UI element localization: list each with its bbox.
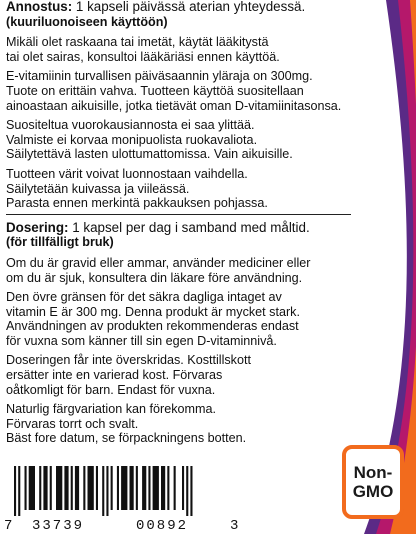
barcode-bar xyxy=(29,466,35,510)
finnish-storage-info xyxy=(6,167,351,211)
swedish-usage-note: (för tillfälligt bruk) xyxy=(6,235,114,250)
swedish-storage-line: Naturlig färgvariation kan förekomma. xyxy=(6,402,216,417)
swedish-dose-line: Doseringen får inte överskridas. Kosttillskott xyxy=(6,353,251,368)
barcode-bar xyxy=(167,466,169,510)
barcode-bar xyxy=(96,466,98,510)
barcode-digit-first: 7 xyxy=(4,518,15,534)
swedish-vitamin-line: vitamin E är 300 mg. Denna produkt är mycket stark. xyxy=(6,304,300,319)
barcode-digit-last: 3 xyxy=(230,518,241,534)
barcode-bar xyxy=(142,466,146,510)
swedish-vitamin-info xyxy=(6,290,351,348)
swedish-storage-line: Bäst fore datum, se förpackningens botten. xyxy=(6,431,247,446)
swedish-dosage-label: Dosering: xyxy=(6,219,69,235)
barcode-bar xyxy=(148,466,150,510)
swedish-dose-info xyxy=(6,353,351,397)
barcode-bar xyxy=(136,466,138,510)
swedish-vitamin-line: Användningen av produkten rekommenderas endast xyxy=(6,319,299,334)
language-divider xyxy=(6,214,351,215)
barcode-bar xyxy=(50,466,52,510)
barcode-bar xyxy=(190,466,192,516)
barcode-bar xyxy=(106,466,108,516)
finnish-warning xyxy=(6,35,351,64)
barcode-bar xyxy=(88,466,94,510)
finnish-dosage xyxy=(6,0,351,29)
barcode xyxy=(4,466,240,532)
finnish-usage-note: (kuuriluonoiseen käyttöön) xyxy=(6,14,168,29)
finnish-warning-line: tai olet sairas, konsultoi lääkäriäsi ennen käyttöä. xyxy=(6,49,280,64)
barcode-bar xyxy=(130,466,134,510)
barcode-bar xyxy=(39,466,41,510)
barcode-bar xyxy=(161,466,165,510)
swedish-vitamin-line: för vuxna som känner till sin egen D-vitaminnivå. xyxy=(6,333,277,348)
finnish-dose-line: Säilytettävä lasten ulottumattomissa. Vain aikuisille. xyxy=(6,147,293,162)
barcode-bar xyxy=(75,466,79,510)
swedish-dosage-text: 1 kapsel per dag i samband med måltid. xyxy=(68,219,310,235)
finnish-dose-line: Suositeltua vuorokausiannosta ei saa ylittää. xyxy=(6,118,255,133)
barcode-bar xyxy=(121,466,127,510)
swedish-warning xyxy=(6,256,351,285)
barcode-bar xyxy=(102,466,104,516)
non-gmo-badge-line2: GMO xyxy=(352,482,394,501)
finnish-storage-line: Säilytetään kuivassa ja viileässä. xyxy=(6,181,190,196)
swedish-vitamin-line: Den övre gränsen för det säkra dagliga intaget av xyxy=(6,290,282,305)
swedish-dose-line: ersätter inte en varierad kost. Förvaras xyxy=(6,368,223,383)
finnish-storage-line: Tuotteen värit voivat luonnostaan vaihdella. xyxy=(6,166,248,181)
swedish-warning-line: Om du är gravid eller ammar, använder mediciner eller xyxy=(6,255,311,270)
swedish-storage-info xyxy=(6,402,351,446)
barcode-bar xyxy=(111,466,113,510)
finnish-vitamin-line: ainoastaan aikuisille, jotka tietävät oman D-vitamiinitasonsa. xyxy=(6,98,342,113)
swedish-storage-line: Förvaras torrt och svalt. xyxy=(6,416,139,431)
finnish-dosage-label: Annostus: xyxy=(6,0,73,14)
finnish-warning-line: Mikäli olet raskaana tai imetät, käytät lääkitystä xyxy=(6,35,269,50)
barcode-bar xyxy=(174,466,176,510)
finnish-storage-line: Parasta ennen merkintä pakkauksen pohjassa. xyxy=(6,196,268,211)
barcode-bar xyxy=(43,466,47,510)
swedish-dosage xyxy=(6,221,351,250)
non-gmo-badge xyxy=(342,445,404,519)
swedish-dose-line: oåtkomligt för barn. Endast för vuxna. xyxy=(6,382,216,397)
finnish-vitamin-info xyxy=(6,69,351,113)
finnish-dosage-text: 1 kapseli päivässä aterian yhteydessä. xyxy=(72,0,306,14)
barcode-bar xyxy=(186,466,188,516)
barcode-bar xyxy=(18,466,20,516)
finnish-vitamin-line: Tuote on erittäin vahva. Tuotteen käyttöä suositellaan xyxy=(6,83,304,98)
finnish-vitamin-line: E-vitamiinin turvallisen päiväsaannin yläraja on 300mg. xyxy=(6,69,313,84)
barcode-bar xyxy=(182,466,184,510)
barcode-bar xyxy=(153,466,159,510)
label-text-column xyxy=(6,0,351,451)
barcode-bar xyxy=(14,466,16,516)
barcode-bar xyxy=(71,466,73,510)
barcode-bar xyxy=(56,466,62,510)
barcode-bar xyxy=(25,466,27,510)
finnish-dose-line: Valmiste ei korvaa monipuolista ruokavaliota. xyxy=(6,132,258,147)
barcode-bars xyxy=(14,466,232,516)
swedish-warning-line: om du är sjuk, konsultera din läkare före användning. xyxy=(6,270,303,285)
barcode-bar xyxy=(117,466,119,510)
barcode-bar xyxy=(64,466,68,510)
barcode-digits-right: 00892 xyxy=(136,518,189,534)
barcode-bar xyxy=(83,466,85,510)
barcode-digits-left: 33739 xyxy=(32,518,85,534)
non-gmo-badge-line1: Non- xyxy=(353,463,393,482)
finnish-dose-info xyxy=(6,118,351,162)
